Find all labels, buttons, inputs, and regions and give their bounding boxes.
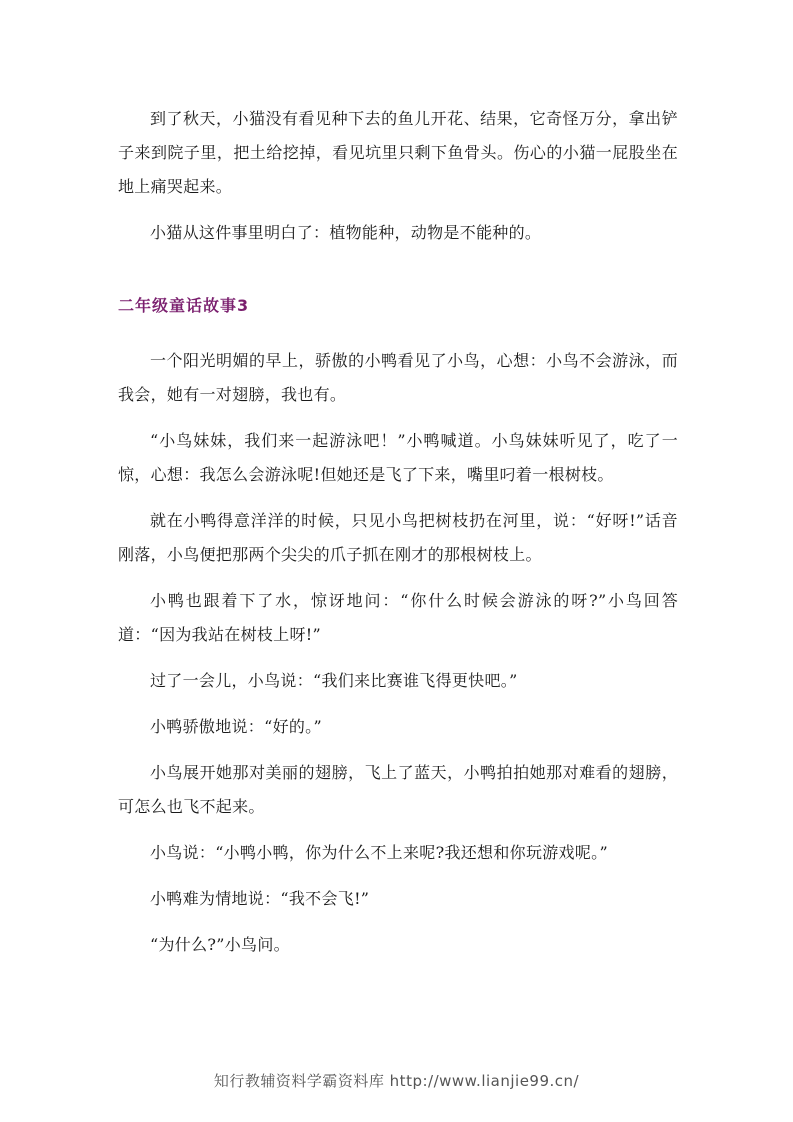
section-heading: 二年级童话故事3 [118, 296, 250, 315]
paragraph: “为什么?”小鸟问。 [150, 935, 290, 954]
paragraph: 过了一会儿，小鸟说：“我们来比赛谁飞得更快吧。” [150, 671, 518, 690]
paragraph: “小鸟妹妹，我们来一起游泳吧！”小鸭喊道。小鸟妹妹听见了，吃了一惊，心想：我怎么会游泳呢!但她还是飞了下来，嘴里叼着一根树枝。 [118, 431, 678, 484]
paragraph: 小鸭骄傲地说：“好的。” [150, 717, 322, 736]
paragraph: 小鸭也跟着下了水，惊讶地问：“你什么时候会游泳的呀?”小鸟回答道：“因为我站在树枝上呀!” [118, 591, 678, 644]
paragraph: 小鸭难为情地说：“我不会飞!” [150, 889, 370, 908]
paragraph: 小猫从这件事里明白了：植物能种，动物是不能种的。 [150, 223, 542, 242]
paragraph: 小鸟展开她那对美丽的翅膀，飞上了蓝天，小鸭拍拍她那对难看的翅膀，可怎么也飞不起来。 [118, 763, 678, 816]
paragraph: 一个阳光明媚的早上，骄傲的小鸭看见了小鸟，心想：小鸟不会游泳，而我会，她有一对翅膀，我也有。 [118, 351, 678, 404]
paragraph: 就在小鸭得意洋洋的时候，只见小鸟把树枝扔在河里，说：“好呀!”话音刚落，小鸟便把那两个尖尖的爪子抓在刚才的那根树枝上。 [118, 511, 678, 564]
paragraph: 小鸟说：“小鸭小鸭，你为什么不上来呢?我还想和你玩游戏呢。” [150, 843, 608, 862]
paragraph: 到了秋天，小猫没有看见种下去的鱼儿开花、结果，它奇怪万分，拿出铲子来到院子里，把土给挖掉，看见坑里只剩下鱼骨头。伤心的小猫一屁股坐在地上痛哭起来。 [118, 109, 678, 196]
page-footer: 知行教辅资料学霸资料库 http://www.lianjie99.cn/ [213, 1072, 580, 1090]
document-content [118, 102, 678, 974]
